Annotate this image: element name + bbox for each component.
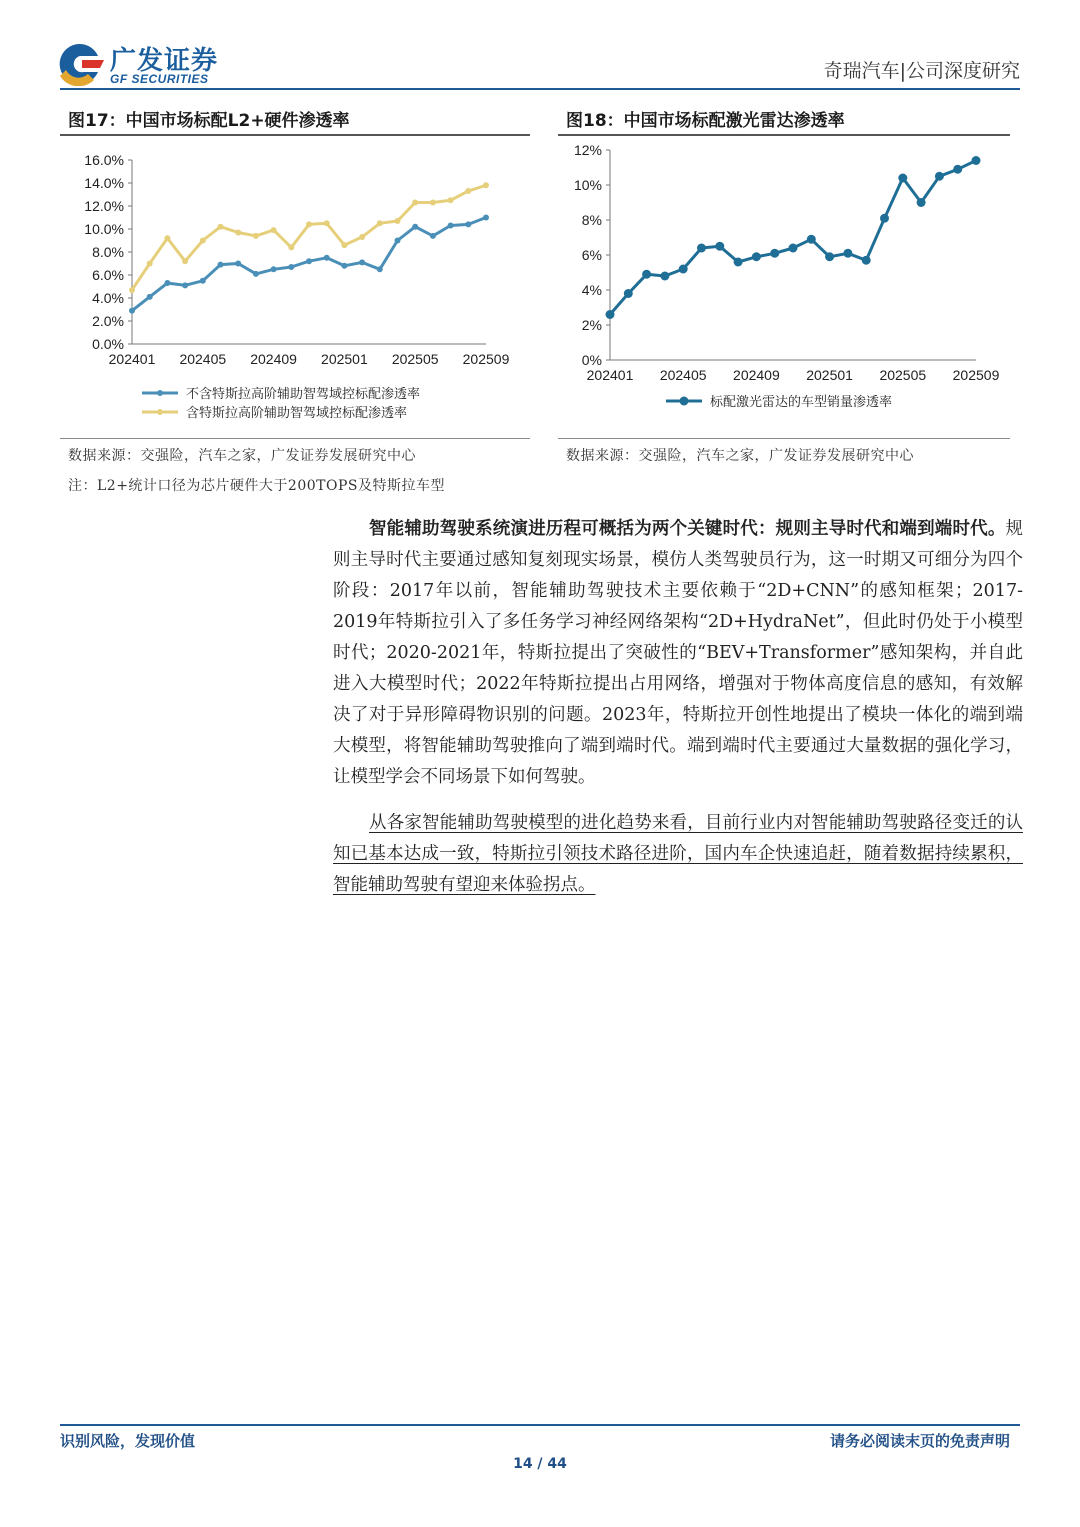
fig18-data-point <box>862 256 871 265</box>
fig18-legend-label-0: 标配激光雷达的车型销量渗透率 <box>710 394 893 409</box>
fig17-data-point <box>306 221 312 227</box>
fig17-data-point <box>218 262 224 268</box>
fig17-data-point <box>271 227 277 233</box>
fig18-y-tick-label: 4% <box>581 282 602 298</box>
fig17-y-tick-label: 10.0% <box>84 221 124 237</box>
fig17-x-tick-label: 202501 <box>321 351 368 367</box>
fig17-data-point <box>324 220 330 226</box>
fig17-data-point <box>288 244 294 250</box>
figure17-top-rule <box>60 134 530 136</box>
fig17-data-point <box>182 258 188 264</box>
fig17-data-point <box>235 261 241 267</box>
fig18-data-point <box>752 252 761 261</box>
fig18-data-point <box>898 174 907 183</box>
fig18-data-point <box>679 265 688 274</box>
fig18-data-point <box>972 156 981 165</box>
fig17-data-point <box>430 233 436 239</box>
figure17-note: 注：L2+统计口径为芯片硬件大于200TOPS及特斯拉车型 <box>68 478 445 494</box>
fig17-data-point <box>377 266 383 272</box>
fig17-data-point <box>448 197 454 203</box>
page-number: 14 / 44 <box>513 1456 567 1472</box>
fig18-x-tick-label: 202401 <box>586 367 634 383</box>
paragraph-1-text: 规则主导时代主要通过感知复刻现实场景，模仿人类驾驶员行为，这一时期又可细分为四个阶段：2017年以前，智能辅助驾驶技术主要依赖于“2D+CNN”的感知框架；2017-2019年特斯拉引入了多任务学习神经网络架构“2D+HydraNet”，但此时仍处于小模型时代；2020-2021年，特斯拉提出了突破性的“BEV+Transformer”感知架构，并自此进入大模型时代；2022年特斯拉提出占用网络，增强对于物体高度信息的感知，有效解决了对于异形障碍物识别的问题。2023年，特斯拉开创性地提出了模块一体化的端到端大模型，将智能辅助驾驶推向了端到端时代。端到端时代主要通过大量数据的强化学习，让模型学会不同场景下如何驾驶。 <box>333 519 1023 787</box>
fig17-data-point <box>288 264 294 270</box>
fig18-data-point <box>624 289 633 298</box>
fig17-data-point <box>483 215 489 221</box>
fig17-data-point <box>324 255 330 261</box>
fig17-y-tick-label: 4.0% <box>92 290 124 306</box>
fig17-data-point <box>341 242 347 248</box>
fig17-data-point <box>253 271 259 277</box>
fig17-x-tick-label: 202505 <box>391 351 439 367</box>
fig17-y-tick-label: 2.0% <box>92 313 124 329</box>
footer-divider <box>60 1424 1020 1426</box>
fig18-data-point <box>770 249 779 258</box>
fig17-data-point <box>377 220 383 226</box>
fig18-x-tick-label: 202505 <box>879 367 927 383</box>
fig18-x-tick-label: 202409 <box>733 367 780 383</box>
figure18-title: 图18：中国市场标配激光雷达渗透率 <box>566 111 845 131</box>
fig17-data-point <box>200 278 206 284</box>
fig17-legend-label-0: 不含特斯拉高阶辅助智驾域控标配渗透率 <box>186 386 421 401</box>
fig17-data-point <box>129 287 135 293</box>
fig17-y-tick-label: 14.0% <box>84 175 124 191</box>
figure17-chart <box>60 140 530 430</box>
fig17-y-tick-label: 0.0% <box>92 336 124 352</box>
report-tag: 奇瑞汽车|公司深度研究 <box>823 60 1020 82</box>
fig17-data-point <box>182 282 188 288</box>
fig17-data-point <box>465 221 471 227</box>
fig18-data-point <box>843 249 852 258</box>
fig18-data-point <box>953 165 962 174</box>
fig18-data-point <box>789 244 798 253</box>
fig18-y-tick-label: 8% <box>581 212 602 228</box>
fig17-data-point <box>448 223 454 229</box>
fig17-data-point <box>218 224 224 230</box>
fig17-data-point <box>412 224 418 230</box>
figure17-title: 图17：中国市场标配L2+硬件渗透率 <box>68 111 350 131</box>
fig18-data-point <box>825 252 834 261</box>
fig18-y-tick-label: 12% <box>573 142 602 158</box>
fig17-data-point <box>235 229 241 235</box>
fig17-y-tick-label: 12.0% <box>84 198 124 214</box>
fig18-data-point <box>642 270 651 279</box>
fig17-data-point <box>341 263 347 269</box>
fig17-data-point <box>164 235 170 241</box>
fig18-x-tick-label: 202509 <box>952 367 1000 383</box>
logo-en: GF SECURITIES <box>110 72 209 86</box>
fig17-data-point <box>147 261 153 267</box>
body-paragraph-1 <box>333 514 1023 793</box>
fig17-data-point <box>430 200 436 206</box>
fig18-series-line-0 <box>610 161 976 315</box>
fig18-x-tick-label: 202501 <box>806 367 853 383</box>
fig18-y-tick-label: 2% <box>581 317 602 333</box>
fig17-x-tick-label: 202509 <box>462 351 510 367</box>
fig17-data-point <box>483 182 489 188</box>
figure17-source: 数据来源：交强险，汽车之家，广发证券发展研究中心 <box>68 448 416 464</box>
fig17-data-point <box>164 280 170 286</box>
fig18-data-point <box>697 244 706 253</box>
fig18-data-point <box>807 235 816 244</box>
fig17-data-point <box>412 200 418 206</box>
fig17-data-point <box>271 266 277 272</box>
logo-cn: 广发证券 <box>110 46 219 76</box>
paragraph-1-lead: 智能辅助驾驶系统演进历程可概括为两个关键时代：规则主导时代和端到端时代。 <box>369 519 1006 539</box>
fig18-y-tick-label: 10% <box>573 177 602 193</box>
fig18-data-point <box>660 272 669 281</box>
fig18-data-point <box>606 310 615 319</box>
fig18-data-point <box>715 242 724 251</box>
fig17-legend-label-1: 含特斯拉高阶辅助智驾域控标配渗透率 <box>186 405 408 420</box>
footer-disclaimer-link[interactable]: 请务必阅读末页的免责声明 <box>829 1432 1010 1450</box>
fig18-legend-marker-0 <box>680 397 689 406</box>
figure18-source: 数据来源：交强险，汽车之家，广发证券发展研究中心 <box>566 448 914 464</box>
gf-logo-mark-icon <box>54 40 106 86</box>
fig17-y-tick-label: 8.0% <box>92 244 124 260</box>
figure18-bottom-rule <box>558 438 1010 439</box>
fig18-x-tick-label: 202405 <box>659 367 707 383</box>
fig17-x-tick-label: 202401 <box>108 351 156 367</box>
fig17-data-point <box>395 238 401 244</box>
fig17-y-tick-label: 6.0% <box>92 267 124 283</box>
fig17-data-point <box>395 218 401 224</box>
fig17-data-point <box>306 258 312 264</box>
fig18-y-tick-label: 0% <box>581 352 602 368</box>
paragraph-2-text: 从各家智能辅助驾驶模型的进化趋势来看，目前行业内对智能辅助驾驶路径变迁的认知已基本达成一致，特斯拉引领技术路径进阶，国内车企快速追赶，随着数据持续累积，智能辅助驾驶有望迎来体验拐点。 <box>333 813 1023 895</box>
fig18-y-tick-label: 6% <box>581 247 602 263</box>
fig18-data-point <box>917 198 926 207</box>
figure17-bottom-rule <box>60 438 530 439</box>
figure18-top-rule <box>558 134 1010 136</box>
figure18-chart <box>558 140 1010 430</box>
fig17-data-point <box>200 238 206 244</box>
fig17-legend-marker-1 <box>157 409 163 415</box>
fig17-data-point <box>253 233 259 239</box>
fig17-data-point <box>359 259 365 265</box>
footer-slogan: 识别风险，发现价值 <box>60 1432 196 1450</box>
fig17-x-tick-label: 202409 <box>250 351 297 367</box>
body-paragraph-2 <box>333 808 1023 901</box>
fig17-data-point <box>359 234 365 240</box>
fig18-data-point <box>880 214 889 223</box>
fig18-data-point <box>734 258 743 267</box>
fig17-x-tick-label: 202405 <box>179 351 227 367</box>
fig18-data-point <box>935 172 944 181</box>
header-divider <box>60 88 1020 90</box>
header <box>0 0 1080 92</box>
fig17-data-point <box>129 308 135 314</box>
fig17-data-point <box>465 188 471 194</box>
fig17-legend-marker-0 <box>157 390 163 396</box>
fig17-data-point <box>147 294 153 300</box>
fig17-y-tick-label: 16.0% <box>84 152 124 168</box>
